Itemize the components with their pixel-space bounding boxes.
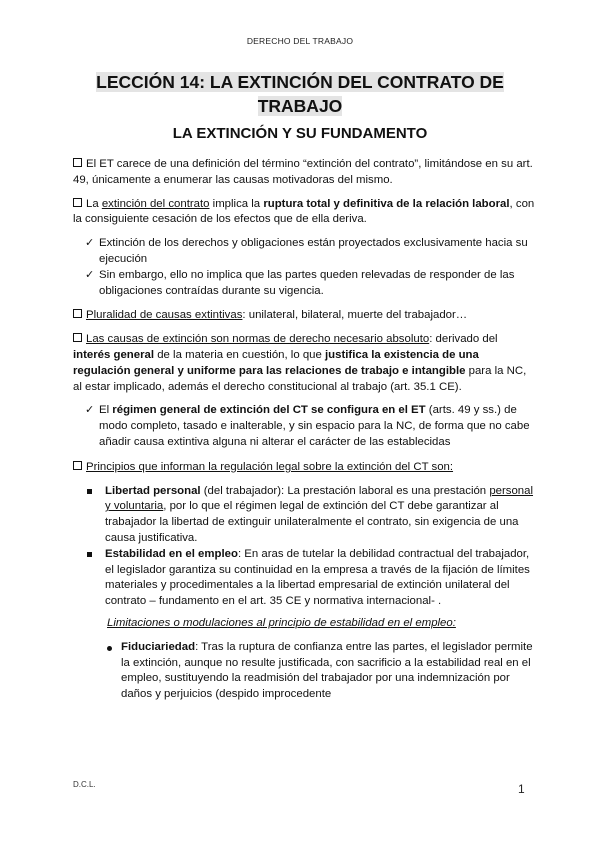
paragraph-extinction: [73, 197, 535, 229]
text-run: (arts. 49 y ss.) de modo completo, tasado e inalterable, y sin espacio para la NC, de forma que no cabe añadir causa extintiva alguna ni alterar el carácter de las establecidas: [99, 404, 530, 448]
text-run: de la materia en cuestión, lo que: [154, 348, 326, 361]
underlined-term: extinción del contrato: [101, 197, 210, 210]
principles-list: [73, 484, 535, 610]
list-item: [87, 547, 535, 610]
underlined-term: Las causas de extinción son normas de derecho necesario absoluto: [86, 333, 430, 346]
list-item-text: Sin embargo, ello no implica que las partes queden relevadas de responder de las obligaciones contraídas durante su vigencia.: [99, 268, 515, 297]
bold-term: Libertad personal: [105, 484, 201, 497]
checkmark-icon: ✓: [85, 237, 95, 250]
checkbox-bullet-icon: [73, 158, 82, 167]
page-number: 1: [518, 782, 525, 796]
square-bullet-icon: [87, 552, 92, 557]
lesson-title-line1: LECCIÓN 14: LA EXTINCIÓN DEL CONTRATO DE: [96, 72, 504, 92]
list-item-text: Extinción de los derechos y obligaciones están proyectados exclusivamente hacia su ejecución: [99, 237, 528, 265]
running-header: DERECHO DEL TRABAJO: [246, 36, 354, 46]
list-item: [85, 403, 535, 450]
underlined-term: Principios que informan la regulación legal sobre la extinción del CT son:: [86, 460, 454, 473]
square-bullet-icon: [87, 489, 92, 494]
checkmark-icon: ✓: [85, 268, 95, 281]
text-run: , con la consiguiente cesación de los efectos que de ella deriva.: [73, 197, 535, 226]
list-item: [85, 268, 535, 300]
bold-term: interés general: [73, 348, 155, 361]
paragraph-plurality: [73, 308, 535, 324]
limitations-list: [73, 640, 535, 703]
limitations-heading: Limitaciones o modulaciones al principio de estabilidad en el empleo:: [107, 616, 456, 629]
list-item: [87, 484, 535, 547]
lesson-title: [60, 70, 540, 118]
bold-term: Fiduciariedad: [121, 640, 196, 653]
bold-term: régimen general de extinción del CT se configura en el ET: [112, 404, 426, 417]
text-run: : En aras de tutelar la debilidad contractual del trabajador, el legislador garantiza su continuidad en la empresa a través de la fijación de límites materiales y procedimentales a la libertad empresarial de extinción unilateral del contrato – fundamento en el art. 35 CE y normativa internacional- .: [105, 547, 530, 608]
paragraph-definition-text: El ET carece de una definición del término “extinción del contrato”, limitándose en su art. 49, únicamente a enumerar las causas motivadoras del mismo.: [73, 158, 533, 186]
text-run: : Tras la ruptura de confianza entre las partes, el legislador permite la extinción, aunque no resulte justificada, con sacrificio a la estabilidad real en el empleo, sustituyendo la readmisión del trabajador por una indemnización por daños y perjuicios (despido improcedente: [121, 640, 533, 701]
text-run: El: [99, 404, 113, 417]
checkmark-icon: ✓: [85, 404, 95, 417]
bold-term: justifica la existencia de una regulación general y uniforme para las relaciones de trabajo e intangible: [73, 348, 479, 377]
section-subtitle: LA EXTINCIÓN Y SU FUNDAMENTO: [172, 125, 428, 142]
check-list-effects: [73, 236, 535, 299]
text-run: , por lo que el régimen legal de extinción del CT debe garantizar al trabajador la libertad de extinguir unilateralmente el contrato, sin exigencia de una causa justificativa.: [105, 500, 519, 544]
checkbox-bullet-icon: [73, 333, 82, 342]
list-item: [107, 640, 535, 703]
paragraph-necessary-law: [73, 332, 535, 395]
checkbox-bullet-icon: [73, 309, 82, 318]
text-run: (del trabajador): La prestación laboral es una prestación: [200, 484, 490, 497]
checkbox-bullet-icon: [73, 198, 82, 207]
text-run: para la NC, al estar implicado, además el derecho constitucional al trabajo (art. 35.1 CE).: [73, 364, 527, 393]
paragraph-definition: [73, 157, 535, 189]
footer-initials: D.C.L.: [73, 780, 96, 789]
list-item: [85, 236, 535, 268]
bold-term: Estabilidad en el empleo: [105, 547, 238, 560]
paragraph-principles: [73, 460, 535, 476]
round-bullet-icon: [107, 646, 112, 651]
document-body: [73, 157, 535, 703]
text-run: La: [86, 197, 102, 210]
underlined-term: personal y voluntaria: [105, 484, 534, 513]
checkbox-bullet-icon: [73, 461, 82, 470]
text-run: : unilateral, bilateral, muerte del trabajador…: [242, 309, 468, 322]
bold-term: ruptura total y definitiva de la relación laboral: [263, 197, 510, 210]
underlined-term: Pluralidad de causas extintivas: [86, 309, 243, 322]
text-run: implica la: [209, 197, 264, 210]
text-run: : derivado del: [429, 333, 498, 346]
lesson-title-line2: TRABAJO: [257, 96, 343, 116]
check-list-regime: [73, 403, 535, 450]
